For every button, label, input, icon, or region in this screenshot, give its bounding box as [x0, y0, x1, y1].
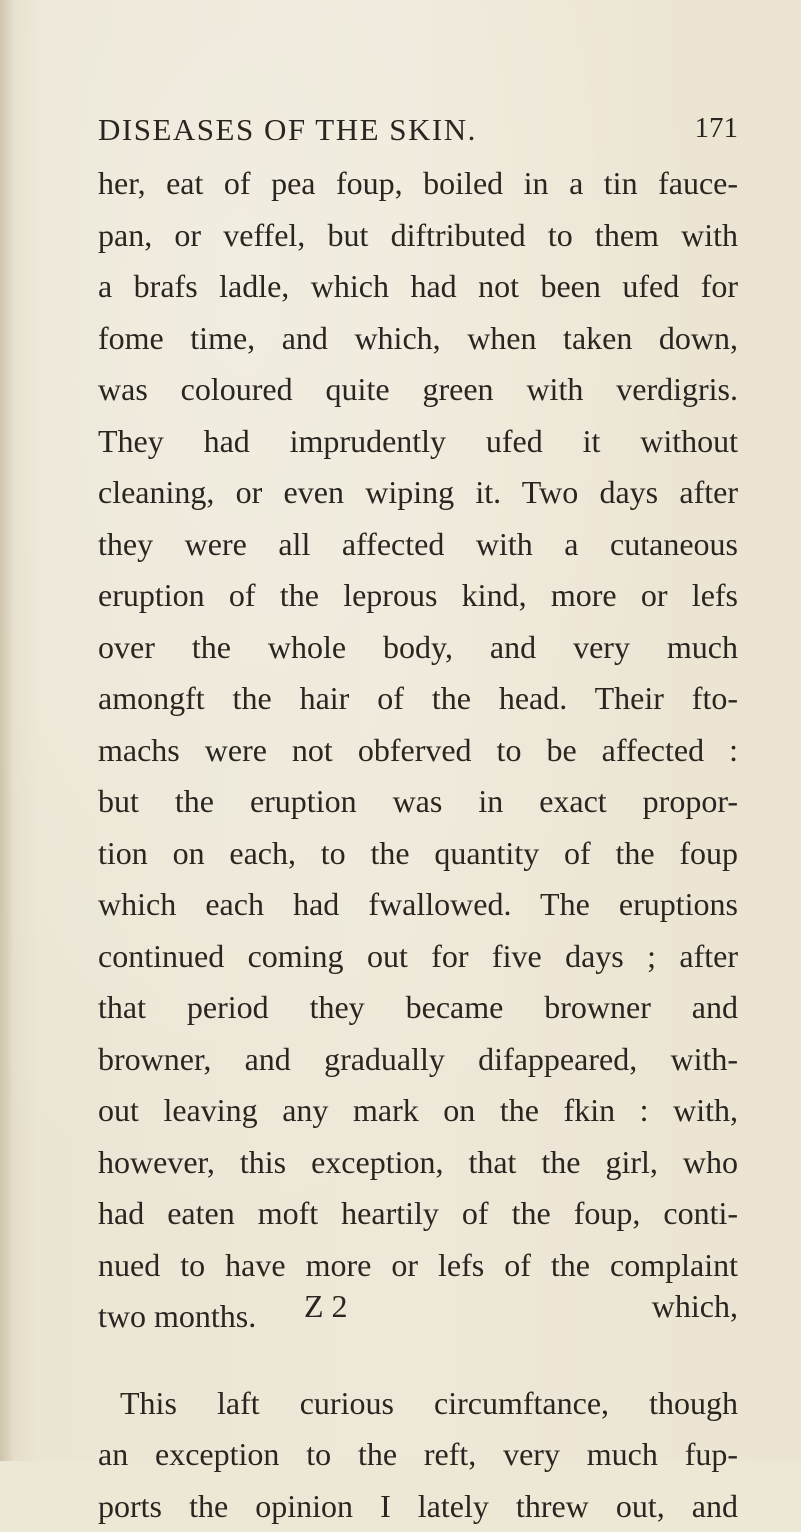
- text-line: eruption of the leprous kind, more or lefs: [98, 570, 738, 622]
- text-line: an exception to the reft, very much fup-: [98, 1429, 738, 1481]
- text-line: fome time, and which, when taken down,: [98, 313, 738, 365]
- running-head-title: DISEASES OF THE SKIN.: [98, 112, 477, 148]
- paragraph-1: [98, 158, 738, 1343]
- text-line: had eaten moft heartily of the foup, conti-: [98, 1188, 738, 1240]
- text-line: that period they became browner and: [98, 982, 738, 1034]
- page-gutter-edge: [0, 0, 14, 1461]
- text-line: machs were not obferved to be affected :: [98, 725, 738, 777]
- text-line: two months.: [98, 1291, 738, 1343]
- text-line: over the whole body, and very much: [98, 622, 738, 674]
- page-footer: [98, 1288, 738, 1328]
- text-line: This laft curious circumftance, though: [98, 1378, 738, 1430]
- text-line: they were all affected with a cutaneous: [98, 519, 738, 571]
- text-line: ports the opinion I lately threw out, and: [98, 1481, 738, 1532]
- text-line: continued coming out for five days ; after: [98, 931, 738, 983]
- text-line: cleaning, or even wiping it. Two days after: [98, 467, 738, 519]
- paragraph-gap: [98, 1343, 738, 1378]
- paragraph-2: [98, 1378, 738, 1532]
- text-line: pan, or veffel, but diftributed to them with: [98, 210, 738, 262]
- catchword: which,: [652, 1288, 738, 1325]
- text-line: nued to have more or lefs of the complaint: [98, 1240, 738, 1292]
- text-line: her, eat of pea foup, boiled in a tin fauce-: [98, 158, 738, 210]
- text-line: They had imprudently ufed it without: [98, 416, 738, 468]
- text-line: which each had fwallowed. The eruptions: [98, 879, 738, 931]
- text-line: amongft the hair of the head. Their fto-: [98, 673, 738, 725]
- text-line: was coloured quite green with verdigris.: [98, 364, 738, 416]
- text-line: tion on each, to the quantity of the foup: [98, 828, 738, 880]
- text-line: out leaving any mark on the fkin : with,: [98, 1085, 738, 1137]
- signature-mark: Z 2: [304, 1288, 348, 1325]
- text-line: browner, and gradually difappeared, with-: [98, 1034, 738, 1086]
- running-head: [98, 112, 738, 148]
- text-line: however, this exception, that the girl, who: [98, 1137, 738, 1189]
- text-line: a brafs ladle, which had not been ufed for: [98, 261, 738, 313]
- page-number: 171: [695, 112, 739, 145]
- text-line: but the eruption was in exact propor-: [98, 776, 738, 828]
